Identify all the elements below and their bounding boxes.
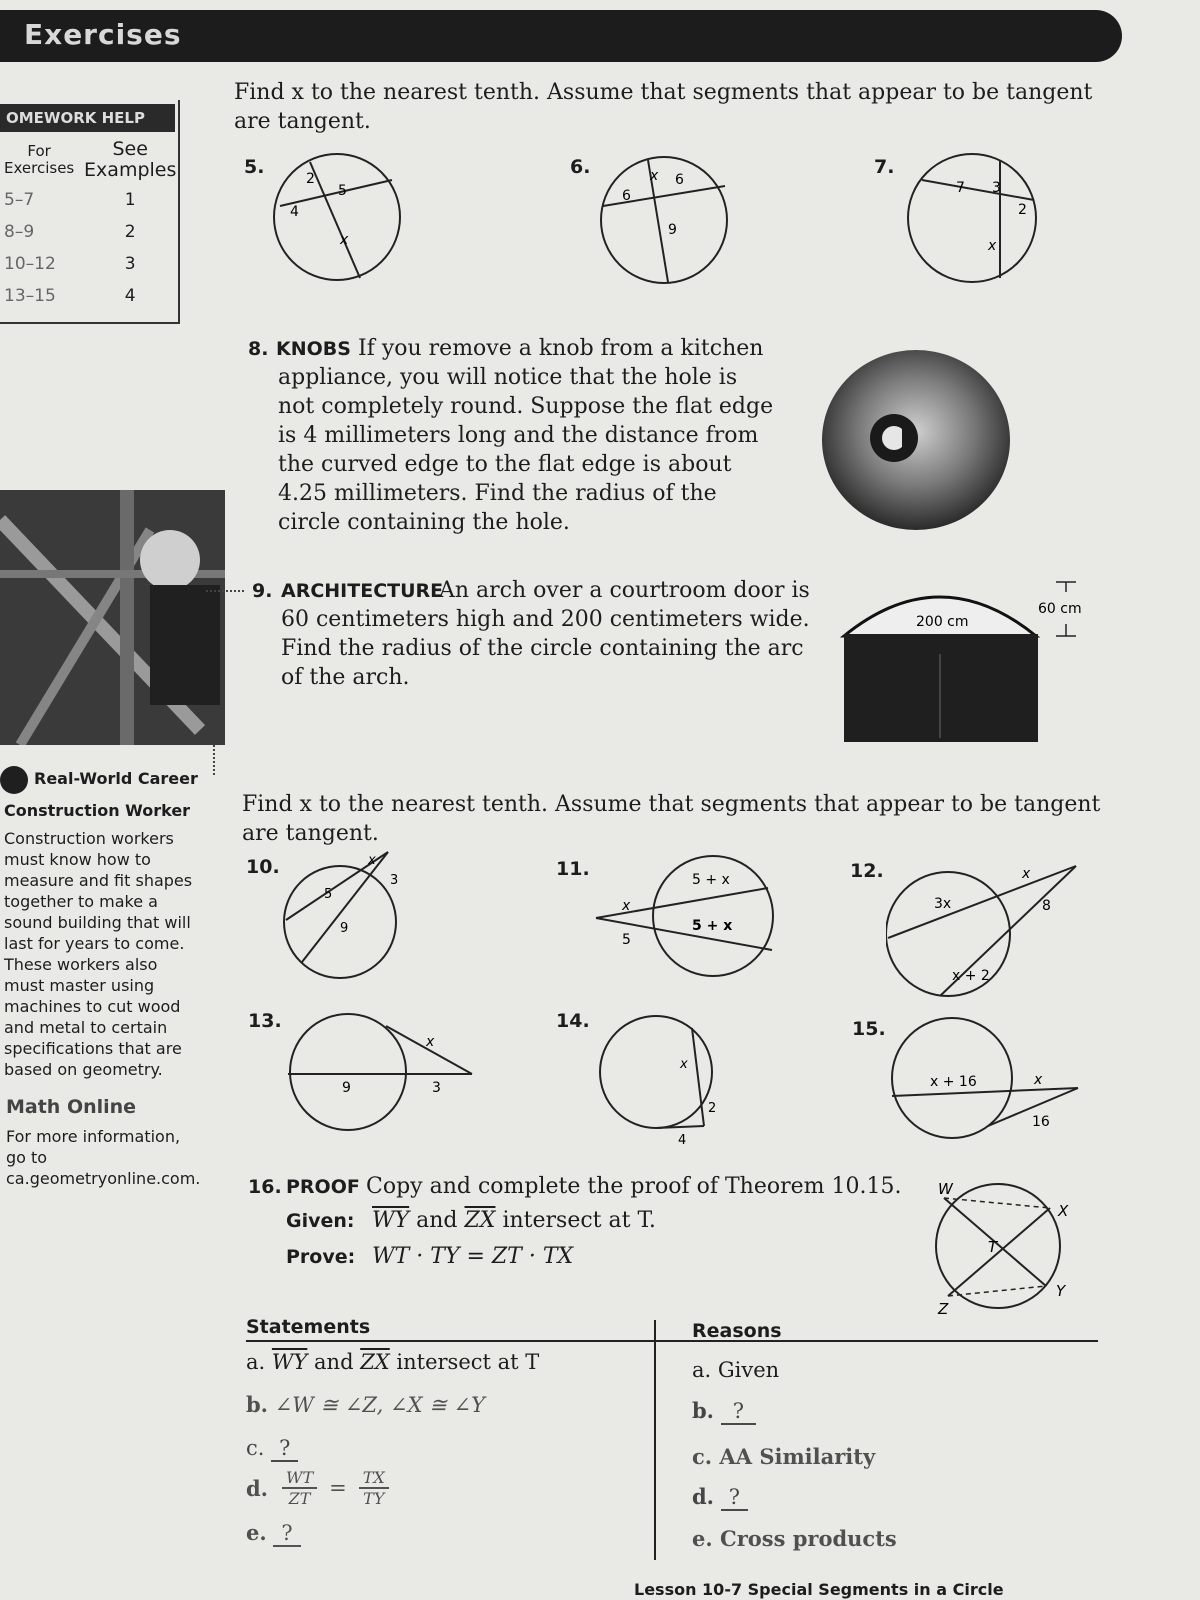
label-6b: 6 — [622, 188, 631, 204]
label-x-plus-2: x + 2 — [952, 968, 990, 984]
label-5: 5 — [324, 887, 333, 902]
label-5: 5 — [338, 183, 347, 199]
math-online-logo: Math Online — [6, 1096, 137, 1118]
label-x: x — [650, 168, 659, 184]
point-w: W — [938, 1180, 953, 1198]
statements-header: Statements — [246, 1316, 371, 1338]
dotted-connector — [206, 590, 244, 592]
problem-16-number: 16. — [248, 1176, 282, 1198]
knob-photo — [820, 350, 1020, 540]
problem-9-number: 9. — [252, 580, 273, 602]
problem-10-diagram — [282, 850, 412, 990]
label-5: 5 — [622, 932, 631, 948]
label-x: x — [680, 1057, 688, 1072]
problem-9-text: An arch over a courtroom door is 60 centimeters high and 200 centimeters wide. Find the radius of the circle containing the arc of the arch. — [281, 578, 810, 690]
problem-16-diagram — [924, 1180, 1084, 1320]
label-4: 4 — [290, 204, 299, 220]
homework-help-table — [0, 136, 182, 312]
label-200cm: 200 cm — [916, 614, 969, 630]
proof-table-divider — [654, 1320, 656, 1560]
label-5-plus-x-2: 5 + x — [692, 918, 733, 934]
col-exercises-header: For Exercises — [4, 142, 75, 177]
label-2: 2 — [1018, 202, 1027, 218]
problem-14-diagram — [596, 1012, 726, 1152]
statement-d: d. $\frac{WT}{ZT}$ = $\frac{TX}{TY}$ — [246, 1468, 389, 1508]
math-online-text: For more information, go to ca.geometryonline.com. — [6, 1127, 201, 1188]
problem-15-diagram — [888, 1016, 1088, 1146]
point-z: Z — [938, 1300, 949, 1318]
footer-lesson: Lesson 10-7 Special Segments in a Circle — [634, 1580, 1004, 1599]
given-label: Given: — [286, 1210, 355, 1232]
label-3: 3 — [390, 873, 399, 888]
reason-b: b. ? — [692, 1398, 756, 1423]
label-x: x — [426, 1034, 435, 1050]
problem-7-diagram — [906, 150, 1046, 290]
instructions-1: Find x to the nearest tenth. Assume that segments that appear to be tangent are tangent. — [234, 80, 1093, 134]
career-title: Real-World Career — [34, 769, 198, 788]
problem-11-number: 11. — [556, 858, 590, 880]
label-x: x — [1034, 1072, 1043, 1088]
label-x: x — [1022, 866, 1031, 882]
problem-13-number: 13. — [248, 1010, 282, 1032]
problem-9-title: ARCHITECTURE — [281, 580, 444, 602]
problem-13-diagram — [286, 1010, 486, 1140]
problem-12-number: 12. — [850, 860, 884, 882]
label-5-plus-x: 5 + x — [692, 872, 730, 888]
statement-e: e. ? — [246, 1520, 301, 1545]
homework-help-label: OMEWORK HELP — [0, 104, 175, 132]
point-x: X — [1058, 1202, 1069, 1220]
label-9: 9 — [668, 222, 677, 238]
problem-8-text: If you remove a knob from a kitchen appliance, you will notice that the hole is not completely round. Suppose the flat edge is 4 millimeters long and the distance from the curved edge to the flat edge is about 4.25 millimeters. Find the radius of the circle containing the hole. — [278, 336, 774, 535]
prove-label: Prove: — [286, 1246, 356, 1268]
label-x: x — [622, 898, 631, 914]
problem-16-title: PROOF — [286, 1176, 360, 1198]
problem-8-number: 8. — [248, 338, 269, 360]
label-3x: 3x — [934, 896, 952, 912]
label-9: 9 — [342, 1080, 351, 1096]
problem-5-diagram — [270, 150, 410, 290]
career-text: Construction workers must know how to measure and fit shapes together to make a sound building that will last for years to come. These workers also must master using machines to cut wood and metal to certain specifications that are based on geometry. — [4, 829, 193, 1079]
problem-10-number: 10. — [246, 856, 280, 878]
table-row: 5–7 1 — [4, 190, 136, 210]
problem-12-diagram — [886, 860, 1086, 1000]
page-title: Exercises — [24, 18, 182, 51]
label-2: 2 — [306, 171, 315, 187]
problem-5-number: 5. — [244, 156, 265, 178]
reason-e: e. Cross products — [692, 1526, 897, 1551]
statement-b: b. ∠W ≅ ∠Z, ∠X ≅ ∠Y — [246, 1392, 485, 1417]
career-subtitle: Construction Worker — [4, 801, 191, 820]
label-3: 3 — [432, 1080, 441, 1096]
reason-a: a. Given — [692, 1358, 780, 1382]
table-row: 13–15 4 — [4, 286, 136, 306]
label-2: 2 — [708, 1101, 717, 1116]
label-4: 4 — [678, 1133, 687, 1148]
reason-c: c. AA Similarity — [692, 1444, 876, 1469]
col-examples-header: See Examples — [84, 138, 177, 181]
arch-diagram — [840, 578, 1090, 748]
label-60cm: 60 cm — [1038, 601, 1082, 617]
dotted-connector-2 — [213, 745, 215, 775]
problem-16-text: Copy and complete the proof of Theorem 10.15. — [366, 1174, 902, 1199]
reason-d: d. ? — [692, 1484, 748, 1509]
problem-7-number: 7. — [874, 156, 895, 178]
label-16: 16 — [1032, 1114, 1050, 1130]
problem-6-diagram — [598, 154, 738, 294]
label-3: 3 — [992, 180, 1001, 196]
label-7: 7 — [956, 180, 965, 196]
label-x: x — [988, 238, 997, 254]
point-y: Y — [1056, 1282, 1066, 1300]
statement-a: a. $\overline{WY}$ and $\overline{ZX}$ intersect at T — [246, 1350, 540, 1374]
reasons-header: Reasons — [692, 1320, 782, 1342]
problem-15-number: 15. — [852, 1018, 886, 1040]
given-text: $\overline{WY}$ and $\overline{ZX}$ intersect at T. — [372, 1208, 656, 1233]
table-row: 8–9 2 — [4, 222, 136, 242]
label-x: x — [340, 232, 349, 248]
statement-c: c. ? — [246, 1436, 298, 1460]
problem-6-number: 6. — [570, 156, 591, 178]
prove-text: WT · TY = ZT · TX — [372, 1244, 574, 1269]
label-8: 8 — [1042, 898, 1051, 914]
label-x-plus-16: x + 16 — [930, 1074, 977, 1090]
table-row: 10–12 3 — [4, 254, 136, 274]
construction-worker-photo — [0, 490, 225, 745]
problem-8-title: KNOBS — [276, 338, 351, 360]
point-t: T — [988, 1238, 998, 1256]
proof-table-rule — [246, 1340, 1098, 1342]
label-x: x — [368, 853, 376, 868]
problem-11-diagram — [592, 854, 782, 984]
label-6: 6 — [675, 172, 684, 188]
problem-14-number: 14. — [556, 1010, 590, 1032]
label-9: 9 — [340, 921, 349, 936]
instructions-2: Find x to the nearest tenth. Assume that segments that appear to be tangent are tangent. — [242, 792, 1101, 846]
career-bullet — [0, 766, 28, 794]
